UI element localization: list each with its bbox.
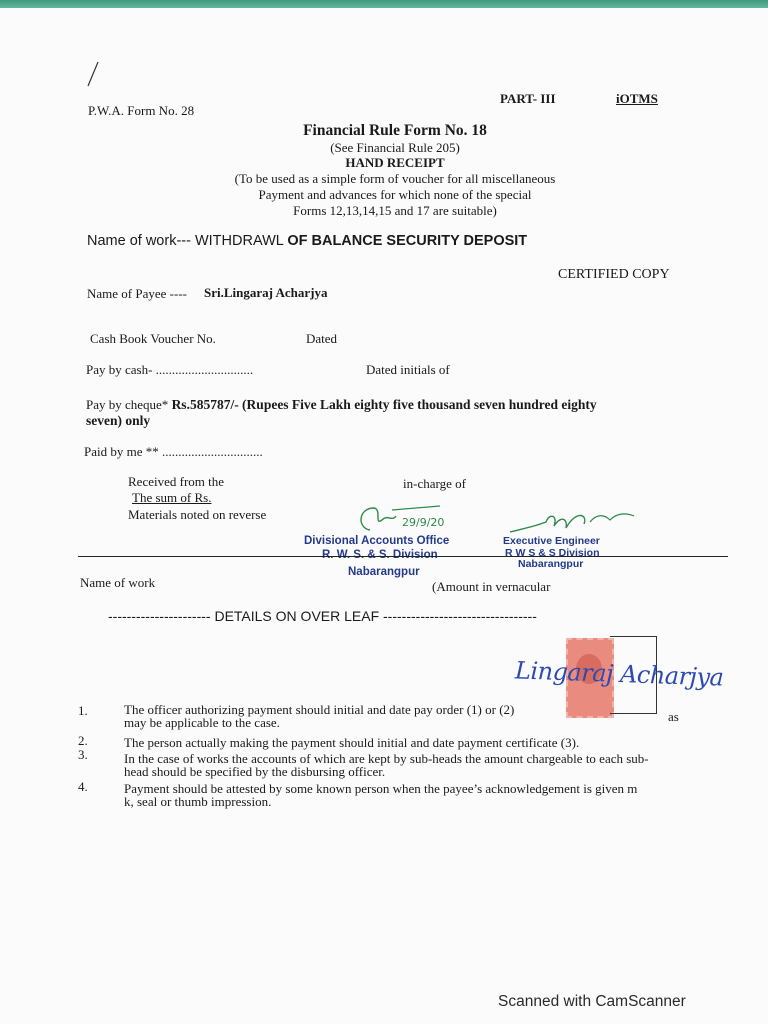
- instruction-2: [124, 736, 714, 749]
- as-text: as: [668, 709, 679, 724]
- instruction-1-number: 1.: [78, 703, 88, 718]
- pay-by-cheque-label: Pay by cheque*: [86, 397, 169, 412]
- payee-name: Sri.Lingaraj Acharjya: [204, 285, 328, 300]
- received-from-label: Received from the: [128, 474, 225, 489]
- system-label: iOTMS: [616, 91, 658, 106]
- ee-stamp-line-2: R W S & S Division: [505, 547, 600, 559]
- name-of-work-label: Name of work---: [87, 233, 191, 249]
- instruction-2-number: 2.: [78, 733, 88, 748]
- cash-book-voucher-label: Cash Book Voucher No.: [90, 331, 216, 346]
- purpose-line-3: Forms 12,13,14,15 and 17 are suitable): [293, 203, 497, 218]
- pay-by-cash-label: Pay by cash- ..............................: [86, 362, 254, 377]
- paid-by-label: Paid by me ** ...............................: [84, 444, 263, 459]
- sum-of-rs-label: The sum of Rs.: [132, 490, 212, 505]
- instruction-2-line-1: The person actually making the payment should initial and date payment certificate (3).: [124, 735, 580, 750]
- details-overleaf-line: ---------------------- DETAILS ON OVER LEAF ---------------------------------: [108, 608, 537, 624]
- purpose-line-2: Payment and advances for which none of the special: [258, 187, 532, 202]
- form-title: Financial Rule Form No. 18: [303, 122, 487, 139]
- dated-initials-label: Dated initials of: [366, 362, 450, 377]
- instruction-4-number: 4.: [78, 779, 88, 794]
- dao-stamp-line-3: Nabarangpur: [348, 566, 420, 578]
- instruction-3-line-2: head should be specified by the disbursing officer.: [124, 764, 386, 779]
- payee-signature: Lingaraj Acharjya: [514, 656, 724, 692]
- pen-tick-mark: [86, 60, 100, 88]
- name-of-work-value-2: OF BALANCE SECURITY DEPOSIT: [287, 233, 528, 249]
- in-charge-label: in-charge of: [403, 476, 466, 491]
- instruction-4-line-2: k, seal or thumb impression.: [124, 794, 272, 809]
- purpose-line-1: (To be used as a simple form of voucher for all miscellaneous: [234, 171, 556, 186]
- dao-signature: [352, 500, 472, 540]
- ee-stamp-line-1: Executive Engineer: [503, 535, 600, 547]
- form-number: P.W.A. Form No. 28: [88, 103, 195, 118]
- dao-stamp-line-1: Divisional Accounts Office: [304, 535, 450, 547]
- materials-noted-label: Materials noted on reverse: [128, 507, 267, 522]
- instruction-4-line-1: Payment should be attested by some known person when the payee’s acknowledgement is given m: [124, 781, 638, 796]
- cheque-amount-line-1: Rs.585787/- (Rupees Five Lakh eighty five thousand seven hundred eighty: [171, 397, 597, 412]
- name-of-work-row: [87, 233, 527, 249]
- part-label: PART- III: [500, 91, 556, 106]
- amount-in-vernacular-label: (Amount in vernacular: [432, 579, 551, 594]
- voucher-dated-label: Dated: [306, 331, 338, 346]
- dao-signature-date: 29/9/20: [402, 516, 445, 529]
- instruction-3-line-1: In the case of works the accounts of which are kept by sub-heads the amount chargeable to each sub-: [124, 751, 649, 766]
- payee-label: Name of Payee ----: [87, 286, 187, 301]
- instruction-1-line-2: may be applicable to the case.: [124, 715, 280, 730]
- cheque-amount-line-2: seven) only: [86, 413, 151, 428]
- name-of-work-value-1: WITHDRAWL: [194, 233, 284, 249]
- hand-receipt-heading: HAND RECEIPT: [345, 155, 445, 170]
- instruction-4: [124, 782, 714, 808]
- camscanner-watermark: Scanned with CamScanner: [498, 993, 686, 1010]
- pay-by-cheque-row: [86, 397, 597, 413]
- name-of-work-footer-label: Name of work: [80, 575, 156, 590]
- instruction-1: [124, 703, 714, 729]
- certified-copy-label: CERTIFIED COPY: [558, 267, 670, 282]
- instruction-1-line-1: The officer authorizing payment should initial and date pay order (1) or (2): [124, 702, 515, 717]
- instruction-3-number: 3.: [78, 747, 88, 762]
- instruction-3: [124, 752, 714, 778]
- form-subtitle: (See Financial Rule 205): [330, 140, 460, 155]
- dao-stamp-line-2: R. W. S. & S. Division: [322, 549, 438, 561]
- ee-stamp-line-3: Nabarangpur: [518, 558, 584, 570]
- signature-divider-line: [78, 556, 728, 557]
